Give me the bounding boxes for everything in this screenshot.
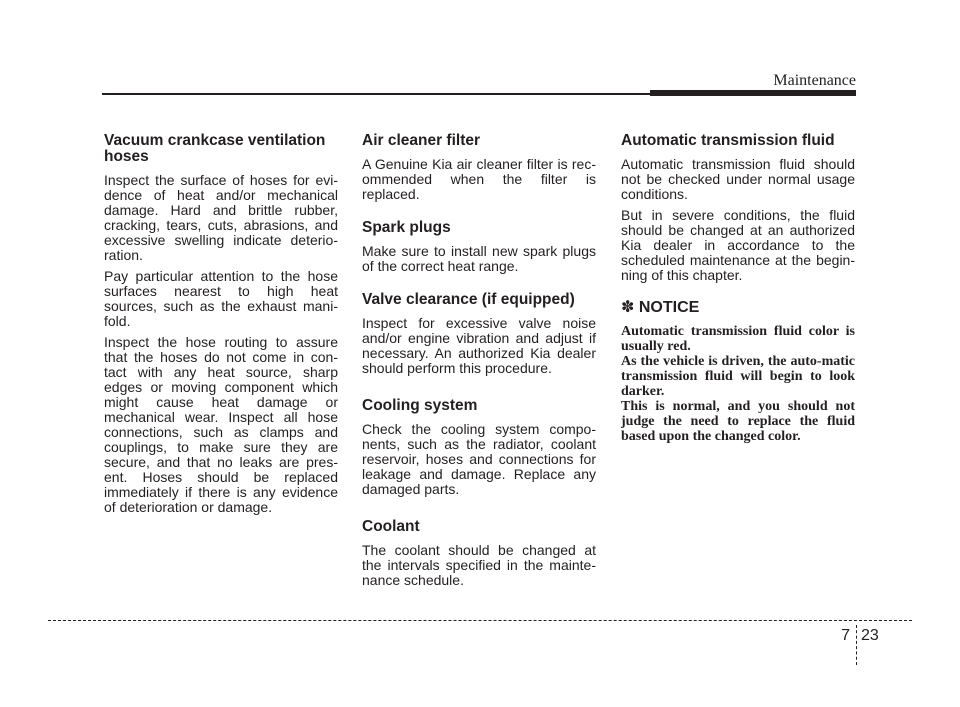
page-number: 23 [861,627,879,644]
paragraph: Inspect the hose routing to assure that the hoses do not come in con-tact with any heat source, sharp edges or moving component which might cause heat damage or mechanical wear. Inspect all hose connections, such as clamps and couplings, to make sure they are secure, and that no leaks are pres-ent. Hoses should be replaced immediately if there is any evidence of deterioration or damage. [104,334,338,515]
section-heading-spark-plugs: Spark plugs [362,219,451,236]
section-heading-valve-clearance: Valve clearance (if equipped) [362,291,575,308]
section-heading-transmission-fluid: Automatic transmission fluid [621,132,835,149]
paragraph: Pay particular attention to the hose surfaces nearest to high heat sources, such as the exhaust mani-fold. [104,268,338,329]
paragraph: Automatic transmission fluid should not be checked under normal usage conditions. [621,156,855,202]
column-left [104,133,338,521]
page-header-title: Maintenance [773,72,856,89]
header-divider [102,93,650,95]
column-right [621,133,855,444]
section-heading-air-cleaner: Air cleaner filter [362,132,481,149]
paragraph: The coolant should be changed at the intervals specified in the mainte-nance schedule. [362,542,596,588]
footer-divider [48,620,912,621]
notice-body [621,324,855,444]
chapter-number: 7 [841,627,850,644]
notice-title: NOTICE [638,299,700,316]
notice-heading [621,299,855,317]
header-divider-accent [650,90,856,96]
footer-page-separator [856,625,857,665]
paragraph: Make sure to install new spark plugs of the correct heat range. [362,243,596,274]
paragraph: Inspect the surface of hoses for evi-dence of heat and/or mechanical damage. Hard and brittle rubber, cracking, tears, cuts, abrasions, and excessive swelling indicate deterio-ration. [104,172,338,263]
paragraph: But in severe conditions, the fluid should be changed at an authorized Kia dealer in accordance to the scheduled maintenance at the begin-ning of this chapter. [621,207,855,283]
section-heading-coolant: Coolant [362,518,420,535]
notice-line: Automatic transmission fluid color is usually red. [621,324,855,354]
column-middle [362,133,596,594]
section-heading-cooling-system: Cooling system [362,397,478,414]
paragraph: Inspect for excessive valve noise and/or engine vibration and adjust if necessary. An authorized Kia dealer should perform this procedure. [362,315,596,376]
notice-line: This is normal, and you should not judge the need to replace the fluid based upon the changed color. [621,399,855,444]
paragraph: A Genuine Kia air cleaner filter is rec-ommended when the filter is replaced. [362,156,596,202]
notice-line: As the vehicle is driven, the auto-matic transmission fluid will begin to look darker. [621,354,855,399]
section-heading-vacuum-hoses: Vacuum crankcase ventilation hoses [104,132,326,165]
paragraph: Check the cooling system compo-nents, such as the radiator, coolant reservoir, hoses and connections for leakage and damage. Replace any damaged parts. [362,421,596,497]
notice-icon: ✽ [621,299,635,316]
